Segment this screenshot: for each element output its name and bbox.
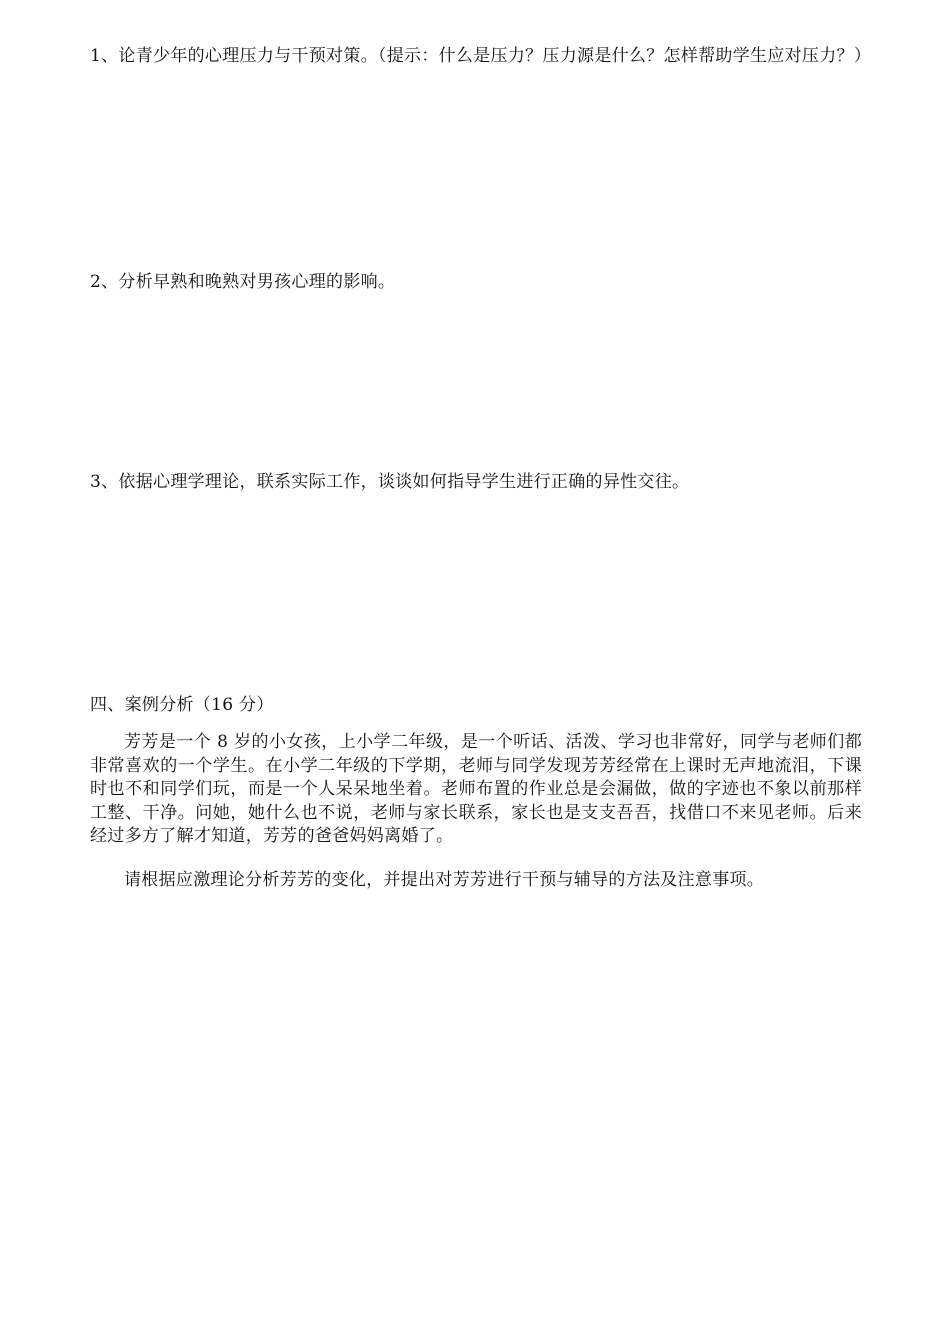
case-paragraph: 芳芳是一个 8 岁的小女孩，上小学二年级，是一个听话、活泼、学习也非常好，同学与老师们都非常喜欢的一个学生。在小学二年级的下学期，老师与同学发现芳芳经常在上课时无声地流泪，下课时也不和同学们玩，而是一个人呆呆地坐着。老师布置的作业总是会漏做，做的字迹也不象以前那样工整、干净。问她，她什么也不说，老师与家长联系，家长也是支支吾吾，找借口不来见老师。后来经过多方了解才知道，芳芳的爸爸妈妈离婚了。 bbox=[90, 732, 862, 846]
question-3: 3、依据心理学理论，联系实际工作，谈谈如何指导学生进行正确的异性交往。 bbox=[90, 472, 690, 492]
section-four-heading: 四、案例分析（16 分） bbox=[90, 695, 274, 715]
question-2: 2、分析早熟和晚熟对男孩心理的影响。 bbox=[90, 272, 396, 292]
question-1: 1、论青少年的心理压力与干预对策。（提示：什么是压力？压力源是什么？怎样帮助学生应对压力？） bbox=[90, 46, 872, 66]
task-paragraph: 请根据应激理论分析芳芳的变化，并提出对芳芳进行干预与辅导的方法及注意事项。 bbox=[124, 870, 765, 890]
